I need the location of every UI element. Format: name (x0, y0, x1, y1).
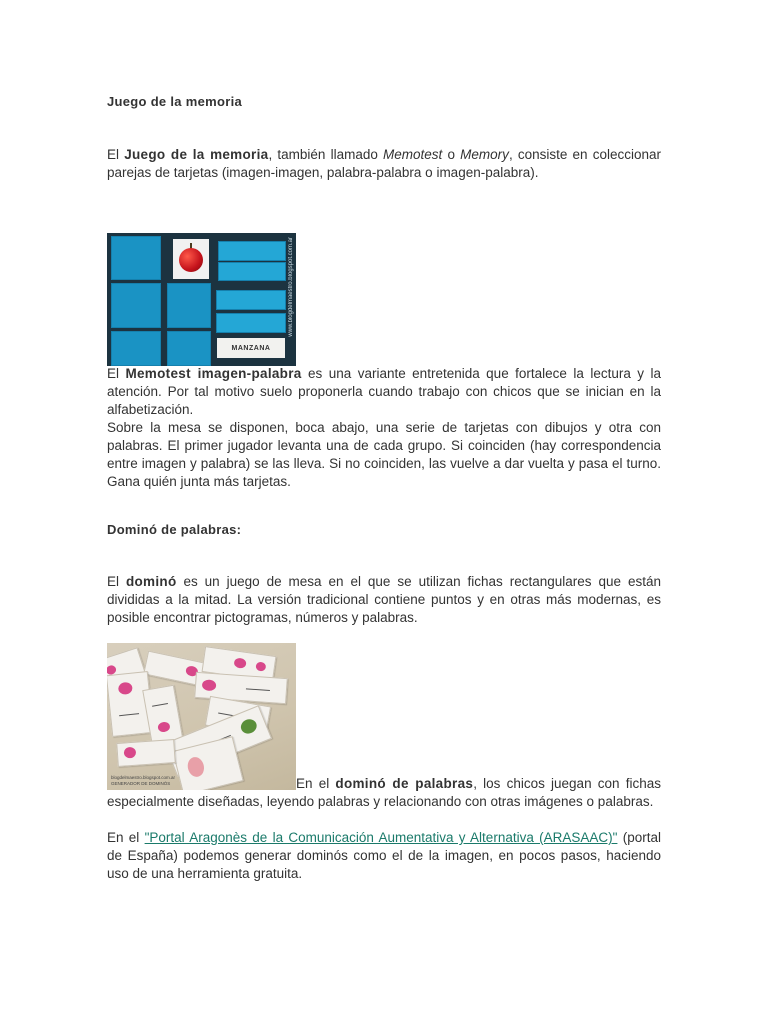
memotest-card (218, 262, 286, 281)
apple-icon (179, 248, 203, 272)
bold-memotest-imagen-palabra: Memotest imagen-palabra (125, 366, 302, 381)
manzana-word-card: MANZANA (217, 338, 285, 358)
memotest-card (167, 283, 211, 328)
heading-domino: Dominó de palabras: (107, 522, 242, 537)
italic-memotest: Memotest (383, 147, 443, 162)
memotest-card (111, 283, 161, 328)
paragraph-memotest-body: El Memotest imagen-palabra es una variante entretenida que fortalece la lectura y la atención. Por tal motivo suelo proponerla cuando trabajo con chicos que se inician en la alfabetización. Sobre la mesa se disponen, boca abajo, una serie de tarjetas con dibujos y otra con palabras. El primer jugador levanta una de cada grupo. Si coinciden (hay correspondencia entre imagen y palabra) se las lleva. Si no coinciden, las vuelve a dar vuelta y pasa el turno. Gana quién junta más tarjetas. (107, 366, 661, 489)
paragraph-memoria-intro: El Juego de la memoria, también llamado Memotest o Memory, consiste en coleccionar parejas de tarjetas (imagen-imagen, palabra-palabra o imagen-palabra). (107, 147, 662, 180)
paragraph-domino-body: En el dominó de palabras, los chicos juegan con fichas especialmente diseñadas, leyendo palabras y relacionando con otras imágenes o palabras. (107, 776, 661, 809)
heading-memoria: Juego de la memoria (107, 94, 243, 109)
arasaac-link[interactable]: "Portal Aragonès de la Comunicación Aumentativa y Alternativa (ARASAAC)" (144, 830, 618, 845)
domino-tile (116, 739, 176, 767)
domino-tile (194, 672, 288, 704)
bold-juego-memoria: Juego de la memoria (124, 147, 269, 162)
memotest-card (218, 241, 286, 261)
memotest-card (216, 290, 286, 310)
memotest-photo (107, 233, 296, 366)
italic-memory: Memory (460, 147, 509, 162)
paragraph-domino-intro: El dominó es un juego de mesa en el que se utilizan fichas rectangulares que están divididas a la mitad. La versión tradicional contiene puntos y en otras más modernas, es posible encontrar pictogramas, números y palabras. (107, 574, 661, 625)
domino-photo (107, 643, 296, 790)
bold-domino: dominó (125, 574, 177, 589)
photo-watermark: www.blogdelmaestro.blogspot.com.ar (288, 237, 294, 337)
memotest-card (167, 331, 211, 366)
memotest-card (111, 236, 161, 280)
memotest-card (216, 313, 286, 333)
photo-caption: blogdelmaestro.blogspot.com.ar GENERADOR DE DOMINÓS (111, 775, 176, 786)
apple-card (173, 239, 209, 279)
memotest-card (111, 331, 161, 366)
paragraph-arasaac: En el "Portal Aragonès de la Comunicación Aumentativa y Alternativa (ARASAAC)" (portal de España) podemos generar dominós como el de la imagen, en pocos pasos, haciendo uso de una herramienta gratuita. (107, 830, 661, 881)
bold-domino-de-palabras: dominó de palabras (335, 776, 474, 791)
